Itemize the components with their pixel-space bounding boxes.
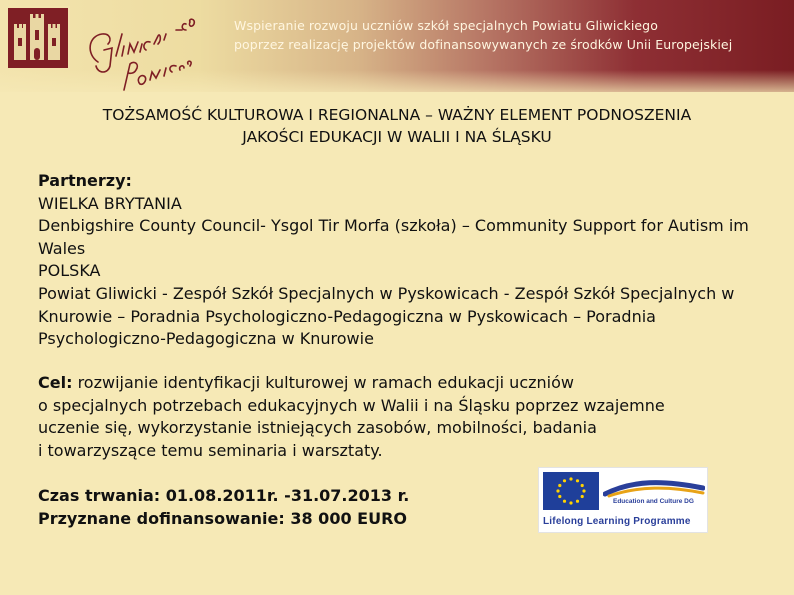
partners-section: [38, 170, 758, 351]
partners-uk-text: Denbigshire County Council- Ysgol Tir Morfa (szkoła) – Community Support for Autism im Wales: [38, 216, 749, 258]
programme-name: Lifelong Learning Programme: [543, 516, 691, 527]
title-line-2: JAKOŚCI EDUKACJI W WALII I NA ŚLĄSKU: [242, 128, 552, 146]
goal-section: [38, 372, 778, 462]
header-line-1: Wspieranie rozwoju uczniów szkół specjalnych Powiatu Gliwickiego: [234, 18, 658, 33]
page-title: [30, 104, 764, 148]
duration-section: [38, 484, 518, 530]
header-line-2: poprzez realizację projektów dofinansowywanych ze środków Unii Europejskiej: [234, 37, 733, 52]
goal-line-3: uczenie się, wykorzystanie istniejących zasobów, mobilności, badania: [38, 418, 597, 438]
castle-towers-logo-icon: [6, 6, 70, 70]
dg-text: Education and Culture DG: [613, 498, 694, 505]
partners-heading: Partnerzy:: [38, 171, 132, 190]
eu-flag-icon: [543, 472, 599, 510]
goal-line-2: o specjalnych potrzebach edukacyjnych w Walii i na Śląsku poprzez wzajemne: [38, 395, 665, 415]
eu-programme-logo: [538, 467, 708, 533]
goal-label: Cel:: [38, 373, 73, 392]
script-logo: [78, 4, 208, 96]
header-text: [234, 16, 774, 54]
duration-line: Czas trwania: 01.08.2011r. -31.07.2013 r.: [38, 486, 410, 505]
partners-uk-label: WIELKA BRYTANIA: [38, 193, 182, 213]
goal-line-4: i towarzyszące temu seminaria i warsztaty.: [38, 440, 383, 460]
partners-pl-label: POLSKA: [38, 261, 101, 281]
partners-pl-text: Powiat Gliwicki - Zespół Szkół Specjalnych w Pyskowicach - Zespół Szkół Specjalnych w Knurowie – Poradnia Psychologiczno-Pedagogiczna w Pyskowicach – Poradnia Psychologiczno-Pedagogiczna w Knurowie: [38, 283, 735, 349]
title-line-1: TOŻSAMOŚĆ KULTUROWA I REGIONALNA – WAŻNY ELEMENT PODNOSZENIA: [102, 106, 692, 124]
programme-wave-icon: [603, 476, 705, 498]
goal-line-1: rozwijanie identyfikacji kulturowej w ramach edukacji uczniów: [72, 373, 574, 392]
funding-line: Przyznane dofinansowanie: 38 000 EURO: [38, 509, 407, 528]
